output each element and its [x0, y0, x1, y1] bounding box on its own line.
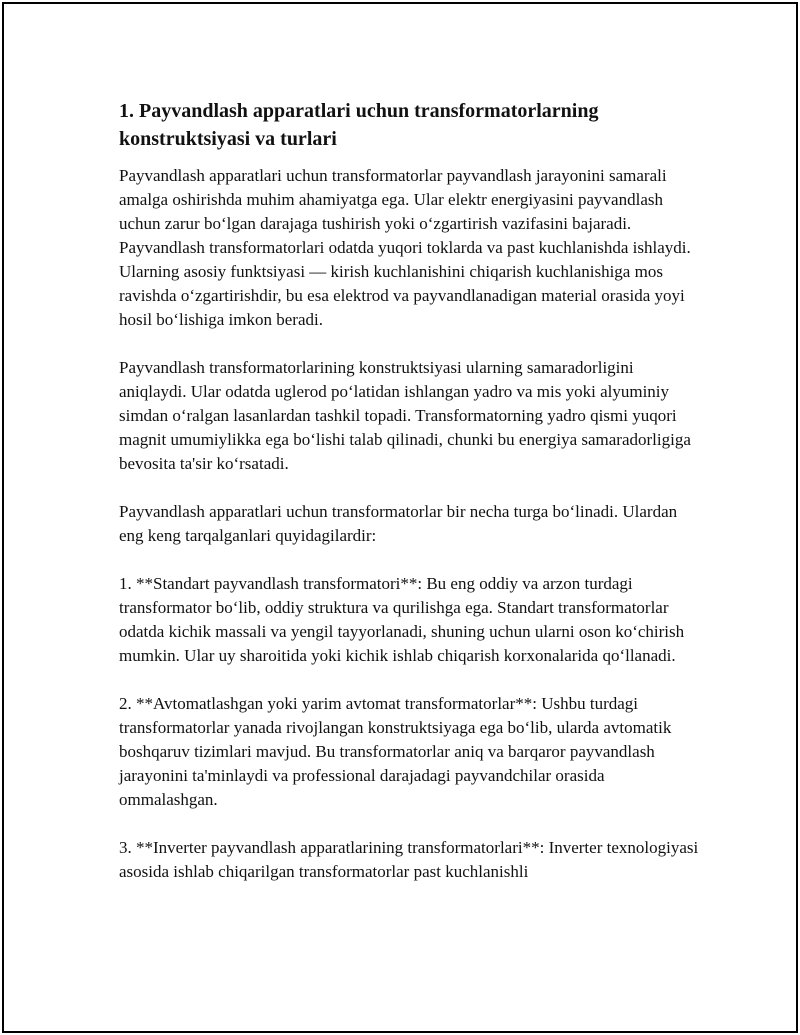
document-body	[119, 97, 704, 908]
list-item-standard: 1. **Standart payvandlash transformatori**: Bu eng oddiy va arzon turdagi transformator boʻlib, oddiy struktura va qurilishga ega. Standart transformatorlar odatda kichik massali va yengil tayyorlanadi, shuning uchun ularni oson koʻchirish mumkin. Ular uy sharoitida yoki kichik ishlab chiqarish korxonalarida qoʻllanadi.	[119, 574, 685, 665]
paragraph-intro: Payvandlash apparatlari uchun transformatorlar payvandlash jarayonini samarali amalga oshirishda muhim ahamiyatga ega. Ular elektr energiyasini payvandlash uchun zarur boʻlgan darajaga tushirish yoki oʻzgartirish vazifasini bajaradi. Payvandlash transformatorlari odatda yuqori toklarda va past kuchlanishda ishlaydi. Ularning asosiy funktsiyasi — kirish kuchlanishini chiqarish kuchlanishiga mos ravishda oʻzgartirishdir, bu esa elektrod va payvandlanadigan material orasida yoyi hosil boʻlishiga imkon beradi.	[119, 166, 691, 329]
list-item-automatic: 2. **Avtomatlashgan yoki yarim avtomat transformatorlar**: Ushbu turdagi transformatorlar yanada rivojlangan konstruktsiyaga ega boʻlib, ularda avtomatik boshqaruv tizimlari mavjud. Bu transformatorlar aniq va barqaror payvandlash jarayonini ta'minlaydi va professional darajadagi payvandchilar orasida ommalashgan.	[119, 694, 672, 809]
paragraph-types-intro: Payvandlash apparatlari uchun transformatorlar bir necha turga boʻlinadi. Ulardan eng keng tarqalganlari quyidagilardir:	[119, 502, 678, 545]
section-title: 1. Payvandlash apparatlari uchun transformatorlarning konstruktsiyasi va turlari	[119, 100, 599, 150]
list-item-inverter: 3. **Inverter payvandlash apparatlarining transformatorlari**: Inverter texnologiyasi asosida ishlab chiqarilgan transformatorlar past kuchlanishli	[119, 838, 699, 881]
paragraph-construction: Payvandlash transformatorlarining konstruktsiyasi ularning samaradorligini aniqlaydi. Ular odatda uglerod poʻlatidan ishlangan yadro va mis yoki alyuminiy simdan oʻralgan lasanlardan tashkil topadi. Transformatorning yadro qismi yuqori magnit umumiylikka ega boʻlishi talab qilinadi, chunki bu energiya samaradorligiga bevosita ta'sir koʻrsatadi.	[119, 358, 691, 473]
page-frame	[2, 2, 798, 1033]
